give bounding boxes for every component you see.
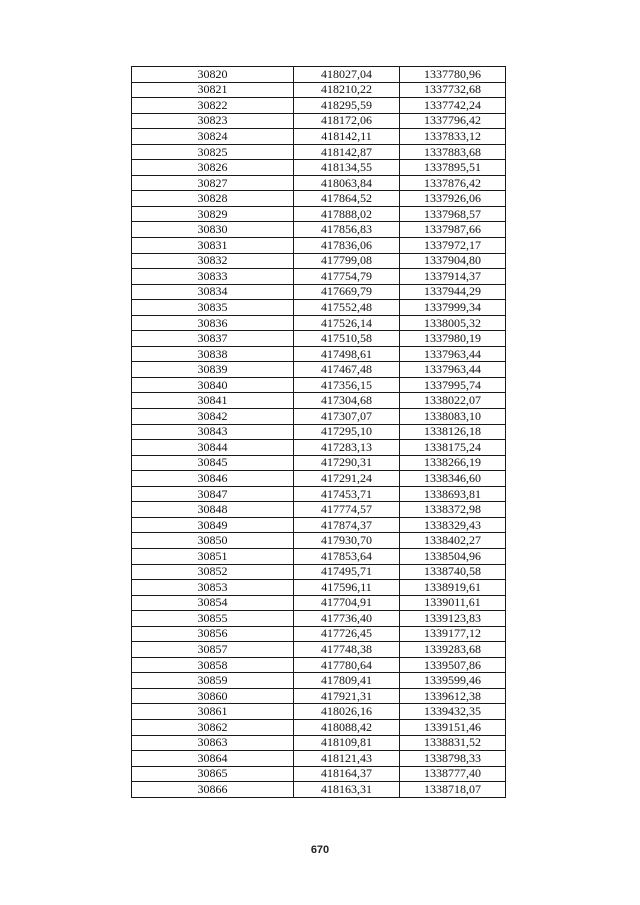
point-id-cell: 30836 [132, 315, 294, 331]
x-coordinate-cell: 417888,02 [294, 206, 400, 222]
y-coordinate-cell: 1337963,44 [400, 362, 506, 378]
x-coordinate-cell: 417774,57 [294, 502, 400, 518]
point-id-cell: 30861 [132, 704, 294, 720]
y-coordinate-cell: 1339507,86 [400, 657, 506, 673]
x-coordinate-cell: 417307,07 [294, 409, 400, 425]
table-row [132, 113, 506, 129]
table-row [132, 704, 506, 720]
y-coordinate-cell: 1337796,42 [400, 113, 506, 129]
table-row [132, 67, 506, 83]
point-id-cell: 30838 [132, 346, 294, 362]
y-coordinate-cell: 1337780,96 [400, 67, 506, 83]
table-row [132, 735, 506, 751]
point-id-cell: 30844 [132, 440, 294, 456]
point-id-cell: 30845 [132, 455, 294, 471]
table-row [132, 580, 506, 596]
point-id-cell: 30853 [132, 580, 294, 596]
point-id-cell: 30835 [132, 300, 294, 316]
table-row [132, 377, 506, 393]
x-coordinate-cell: 418172,06 [294, 113, 400, 129]
x-coordinate-cell: 418142,11 [294, 129, 400, 145]
y-coordinate-cell: 1337987,66 [400, 222, 506, 238]
y-coordinate-cell: 1338402,27 [400, 533, 506, 549]
y-coordinate-cell: 1337980,19 [400, 331, 506, 347]
table-row [132, 440, 506, 456]
table-row [132, 517, 506, 533]
x-coordinate-cell: 418063,84 [294, 175, 400, 191]
table-row [132, 611, 506, 627]
point-id-cell: 30864 [132, 751, 294, 767]
x-coordinate-cell: 418163,31 [294, 782, 400, 798]
point-id-cell: 30831 [132, 238, 294, 254]
y-coordinate-cell: 1339612,38 [400, 688, 506, 704]
x-coordinate-cell: 417704,91 [294, 595, 400, 611]
table-row [132, 238, 506, 254]
y-coordinate-cell: 1338919,61 [400, 580, 506, 596]
coordinates-table [131, 66, 506, 798]
x-coordinate-cell: 417930,70 [294, 533, 400, 549]
point-id-cell: 30866 [132, 782, 294, 798]
point-id-cell: 30829 [132, 206, 294, 222]
x-coordinate-cell: 417726,45 [294, 626, 400, 642]
table-row [132, 284, 506, 300]
table-row [132, 129, 506, 145]
point-id-cell: 30841 [132, 393, 294, 409]
y-coordinate-cell: 1338266,19 [400, 455, 506, 471]
point-id-cell: 30851 [132, 548, 294, 564]
table-row [132, 564, 506, 580]
y-coordinate-cell: 1337883,68 [400, 144, 506, 160]
y-coordinate-cell: 1337904,80 [400, 253, 506, 269]
table-row [132, 486, 506, 502]
y-coordinate-cell: 1339599,46 [400, 673, 506, 689]
y-coordinate-cell: 1338740,58 [400, 564, 506, 580]
table-row [132, 533, 506, 549]
table-row [132, 688, 506, 704]
point-id-cell: 30824 [132, 129, 294, 145]
y-coordinate-cell: 1337999,34 [400, 300, 506, 316]
y-coordinate-cell: 1339011,61 [400, 595, 506, 611]
point-id-cell: 30856 [132, 626, 294, 642]
point-id-cell: 30833 [132, 269, 294, 285]
y-coordinate-cell: 1337963,44 [400, 346, 506, 362]
y-coordinate-cell: 1339151,46 [400, 719, 506, 735]
y-coordinate-cell: 1338022,07 [400, 393, 506, 409]
point-id-cell: 30827 [132, 175, 294, 191]
x-coordinate-cell: 418088,42 [294, 719, 400, 735]
point-id-cell: 30852 [132, 564, 294, 580]
point-id-cell: 30825 [132, 144, 294, 160]
x-coordinate-cell: 417780,64 [294, 657, 400, 673]
point-id-cell: 30855 [132, 611, 294, 627]
table-row [132, 548, 506, 564]
x-coordinate-cell: 417552,48 [294, 300, 400, 316]
y-coordinate-cell: 1337926,06 [400, 191, 506, 207]
point-id-cell: 30858 [132, 657, 294, 673]
point-id-cell: 30847 [132, 486, 294, 502]
table-row [132, 424, 506, 440]
table-row [132, 782, 506, 798]
table-row [132, 502, 506, 518]
table-row [132, 719, 506, 735]
table-row [132, 673, 506, 689]
x-coordinate-cell: 417748,38 [294, 642, 400, 658]
x-coordinate-cell: 417596,11 [294, 580, 400, 596]
table-row [132, 455, 506, 471]
y-coordinate-cell: 1338693,81 [400, 486, 506, 502]
x-coordinate-cell: 417921,31 [294, 688, 400, 704]
table-row [132, 144, 506, 160]
x-coordinate-cell: 417453,71 [294, 486, 400, 502]
table-row [132, 393, 506, 409]
y-coordinate-cell: 1337968,57 [400, 206, 506, 222]
x-coordinate-cell: 417853,64 [294, 548, 400, 564]
y-coordinate-cell: 1338346,60 [400, 471, 506, 487]
point-id-cell: 30846 [132, 471, 294, 487]
x-coordinate-cell: 418295,59 [294, 98, 400, 114]
x-coordinate-cell: 417856,83 [294, 222, 400, 238]
y-coordinate-cell: 1338718,07 [400, 782, 506, 798]
table-row [132, 362, 506, 378]
point-id-cell: 30820 [132, 67, 294, 83]
table-row [132, 751, 506, 767]
table-row [132, 300, 506, 316]
point-id-cell: 30865 [132, 766, 294, 782]
x-coordinate-cell: 417754,79 [294, 269, 400, 285]
y-coordinate-cell: 1337732,68 [400, 82, 506, 98]
point-id-cell: 30859 [132, 673, 294, 689]
table-row [132, 160, 506, 176]
table-row [132, 642, 506, 658]
table-row [132, 175, 506, 191]
y-coordinate-cell: 1337995,74 [400, 377, 506, 393]
table-row [132, 409, 506, 425]
x-coordinate-cell: 417836,06 [294, 238, 400, 254]
y-coordinate-cell: 1337944,29 [400, 284, 506, 300]
y-coordinate-cell: 1337895,51 [400, 160, 506, 176]
y-coordinate-cell: 1338798,33 [400, 751, 506, 767]
x-coordinate-cell: 417510,58 [294, 331, 400, 347]
point-id-cell: 30857 [132, 642, 294, 658]
point-id-cell: 30830 [132, 222, 294, 238]
point-id-cell: 30863 [132, 735, 294, 751]
table-row [132, 657, 506, 673]
point-id-cell: 30843 [132, 424, 294, 440]
x-coordinate-cell: 417799,08 [294, 253, 400, 269]
x-coordinate-cell: 417356,15 [294, 377, 400, 393]
y-coordinate-cell: 1338372,98 [400, 502, 506, 518]
point-id-cell: 30850 [132, 533, 294, 549]
table-row [132, 191, 506, 207]
y-coordinate-cell: 1338504,96 [400, 548, 506, 564]
y-coordinate-cell: 1338005,32 [400, 315, 506, 331]
table-row [132, 82, 506, 98]
point-id-cell: 30860 [132, 688, 294, 704]
point-id-cell: 30821 [132, 82, 294, 98]
table-row [132, 222, 506, 238]
x-coordinate-cell: 418109,81 [294, 735, 400, 751]
x-coordinate-cell: 417809,41 [294, 673, 400, 689]
point-id-cell: 30842 [132, 409, 294, 425]
point-id-cell: 30826 [132, 160, 294, 176]
x-coordinate-cell: 417283,13 [294, 440, 400, 456]
x-coordinate-cell: 418134,55 [294, 160, 400, 176]
y-coordinate-cell: 1337972,17 [400, 238, 506, 254]
x-coordinate-cell: 418121,43 [294, 751, 400, 767]
y-coordinate-cell: 1339283,68 [400, 642, 506, 658]
point-id-cell: 30840 [132, 377, 294, 393]
point-id-cell: 30822 [132, 98, 294, 114]
table-row [132, 98, 506, 114]
y-coordinate-cell: 1337742,24 [400, 98, 506, 114]
point-id-cell: 30862 [132, 719, 294, 735]
x-coordinate-cell: 417669,79 [294, 284, 400, 300]
y-coordinate-cell: 1338175,24 [400, 440, 506, 456]
table-row [132, 595, 506, 611]
y-coordinate-cell: 1338831,52 [400, 735, 506, 751]
x-coordinate-cell: 418210,22 [294, 82, 400, 98]
x-coordinate-cell: 417874,37 [294, 517, 400, 533]
x-coordinate-cell: 417498,61 [294, 346, 400, 362]
y-coordinate-cell: 1338329,43 [400, 517, 506, 533]
x-coordinate-cell: 417291,24 [294, 471, 400, 487]
x-coordinate-cell: 417290,31 [294, 455, 400, 471]
y-coordinate-cell: 1338083,10 [400, 409, 506, 425]
y-coordinate-cell: 1339123,83 [400, 611, 506, 627]
point-id-cell: 30839 [132, 362, 294, 378]
table-row [132, 331, 506, 347]
x-coordinate-cell: 417736,40 [294, 611, 400, 627]
x-coordinate-cell: 417526,14 [294, 315, 400, 331]
x-coordinate-cell: 417864,52 [294, 191, 400, 207]
y-coordinate-cell: 1337876,42 [400, 175, 506, 191]
point-id-cell: 30837 [132, 331, 294, 347]
table-row [132, 206, 506, 222]
table-row [132, 471, 506, 487]
point-id-cell: 30854 [132, 595, 294, 611]
page-number: 670 [310, 844, 330, 856]
table-row [132, 766, 506, 782]
point-id-cell: 30823 [132, 113, 294, 129]
table-row [132, 269, 506, 285]
y-coordinate-cell: 1338126,18 [400, 424, 506, 440]
y-coordinate-cell: 1337914,37 [400, 269, 506, 285]
point-id-cell: 30834 [132, 284, 294, 300]
x-coordinate-cell: 418142,87 [294, 144, 400, 160]
y-coordinate-cell: 1339177,12 [400, 626, 506, 642]
table-row [132, 315, 506, 331]
x-coordinate-cell: 418027,04 [294, 67, 400, 83]
point-id-cell: 30832 [132, 253, 294, 269]
point-id-cell: 30848 [132, 502, 294, 518]
x-coordinate-cell: 417467,48 [294, 362, 400, 378]
x-coordinate-cell: 418026,16 [294, 704, 400, 720]
x-coordinate-cell: 417304,68 [294, 393, 400, 409]
y-coordinate-cell: 1339432,35 [400, 704, 506, 720]
coordinates-table-body [132, 67, 506, 798]
y-coordinate-cell: 1338777,40 [400, 766, 506, 782]
x-coordinate-cell: 417295,10 [294, 424, 400, 440]
table-row [132, 253, 506, 269]
x-coordinate-cell: 418164,37 [294, 766, 400, 782]
x-coordinate-cell: 417495,71 [294, 564, 400, 580]
point-id-cell: 30849 [132, 517, 294, 533]
y-coordinate-cell: 1337833,12 [400, 129, 506, 145]
point-id-cell: 30828 [132, 191, 294, 207]
table-row [132, 626, 506, 642]
table-row [132, 346, 506, 362]
